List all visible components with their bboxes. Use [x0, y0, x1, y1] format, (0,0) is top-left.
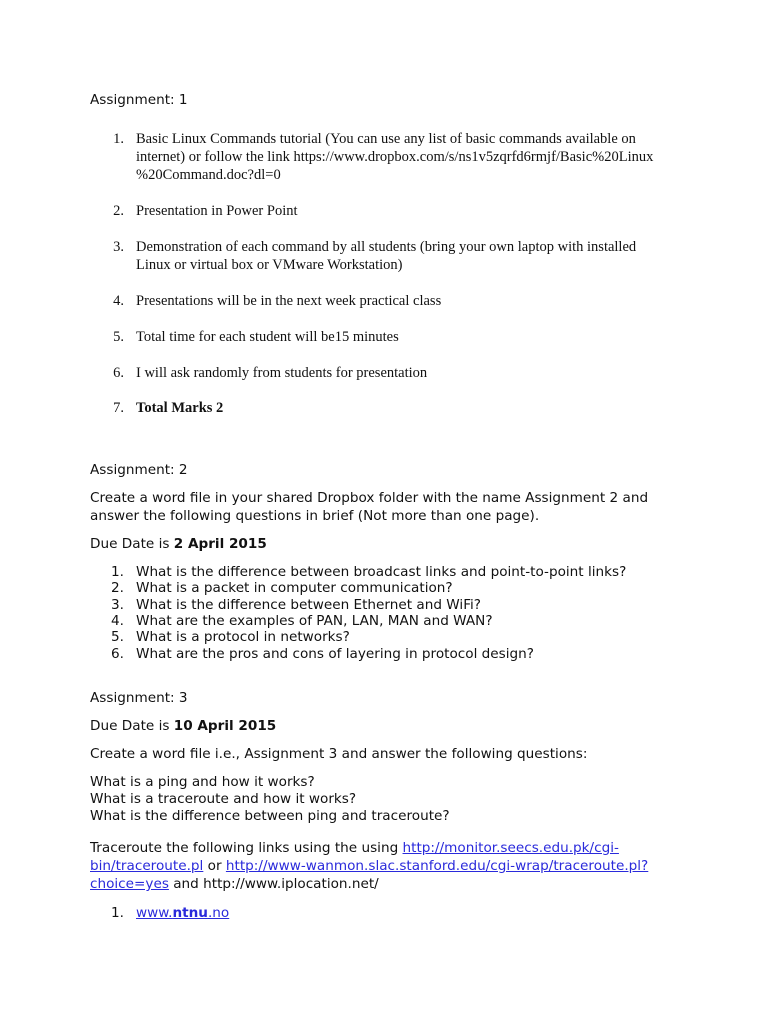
list-text-line: internet) or follow the link https://www.dropbox.com/s/ns1v5zqrfd6rmjf/Basic%20Linux — [136, 149, 654, 165]
or-text: or — [203, 858, 226, 874]
ntnu-link-suffix: .no — [207, 905, 230, 921]
question-text: What is a packet in computer communication? — [136, 580, 453, 596]
question-text: What are the pros and cons of layering in protocol design? — [136, 646, 534, 662]
ntnu-link-bold: ntnu — [172, 905, 208, 921]
list-number: 1. — [113, 131, 124, 147]
list-number: 6. — [113, 365, 124, 381]
total-marks-text: Total Marks 2 — [136, 400, 224, 416]
list-number: 5. — [113, 329, 124, 345]
list-text-line: Presentation in Power Point — [136, 203, 298, 219]
question-text: What is a ping and how it works? — [90, 774, 315, 790]
traceroute-prefix: Traceroute the following links using the using — [90, 840, 403, 856]
traceroute-instructions-line-1 — [90, 840, 619, 857]
list-text-line: Linux or virtual box or VMware Workstation) — [136, 257, 403, 273]
traceroute-instructions-line-3 — [90, 876, 379, 893]
question-text: What are the examples of PAN, LAN, MAN and WAN? — [136, 613, 493, 629]
list-number: 6. — [111, 646, 124, 662]
slac-traceroute-link-continued[interactable]: choice=yes — [90, 876, 169, 892]
list-number: 2. — [113, 203, 124, 219]
assignment-3-due-date — [90, 718, 276, 735]
due-date-value: 10 April 2015 — [173, 718, 277, 734]
ntnu-link[interactable] — [136, 905, 229, 922]
list-number: 4. — [113, 293, 124, 309]
due-date-value: 2 April 2015 — [173, 536, 267, 552]
list-number: 7. — [113, 400, 124, 416]
assignment-2-heading: Assignment: 2 — [90, 462, 188, 478]
list-number: 1. — [111, 564, 124, 580]
due-date-prefix: Due Date is — [90, 536, 174, 552]
assignment-2-intro-line: Create a word file in your shared Dropbox folder with the name Assignment 2 and — [90, 490, 649, 506]
monitor-seecs-link[interactable]: http://monitor.seecs.edu.pk/cgi- — [402, 840, 619, 856]
traceroute-instructions-line-2 — [90, 858, 648, 875]
assignment-2-intro-line: answer the following questions in brief (Not more than one page). — [90, 508, 540, 524]
list-number: 1. — [111, 905, 124, 921]
iplocation-text: and http://www.iplocation.net/ — [168, 876, 379, 892]
list-number: 4. — [111, 613, 124, 629]
assignment-2-due-date — [90, 536, 267, 553]
assignment-3-heading: Assignment: 3 — [90, 690, 188, 706]
assignment-1-heading: Assignment: 1 — [90, 92, 188, 108]
list-number: 3. — [111, 597, 124, 613]
list-number: 5. — [111, 629, 124, 645]
list-number: 3. — [113, 239, 124, 255]
list-text-line: Demonstration of each command by all students (bring your own laptop with installed — [136, 239, 637, 255]
monitor-seecs-link-continued[interactable]: bin/traceroute.pl — [90, 858, 204, 874]
assignment-3-intro: Create a word file i.e., Assignment 3 and answer the following questions: — [90, 746, 588, 762]
question-text: What is a traceroute and how it works? — [90, 791, 357, 807]
ntnu-link-prefix: www. — [136, 905, 173, 921]
question-text: What is the difference between broadcast links and point-to-point links? — [136, 564, 627, 580]
slac-traceroute-link[interactable]: http://www-wanmon.slac.stanford.edu/cgi-wrap/traceroute.pl? — [225, 858, 649, 874]
list-text-line: Presentations will be in the next week practical class — [136, 293, 442, 309]
due-date-prefix: Due Date is — [90, 718, 174, 734]
list-number: 2. — [111, 580, 124, 596]
question-text: What is a protocol in networks? — [136, 629, 350, 645]
list-text-line: Basic Linux Commands tutorial (You can use any list of basic commands available on — [136, 131, 636, 147]
list-text-line: I will ask randomly from students for presentation — [136, 365, 428, 381]
list-text-line: %20Command.doc?dl=0 — [136, 167, 281, 183]
list-text-line: Total time for each student will be15 minutes — [136, 329, 399, 345]
question-text: What is the difference between ping and traceroute? — [90, 808, 450, 824]
question-text: What is the difference between Ethernet and WiFi? — [136, 597, 482, 613]
